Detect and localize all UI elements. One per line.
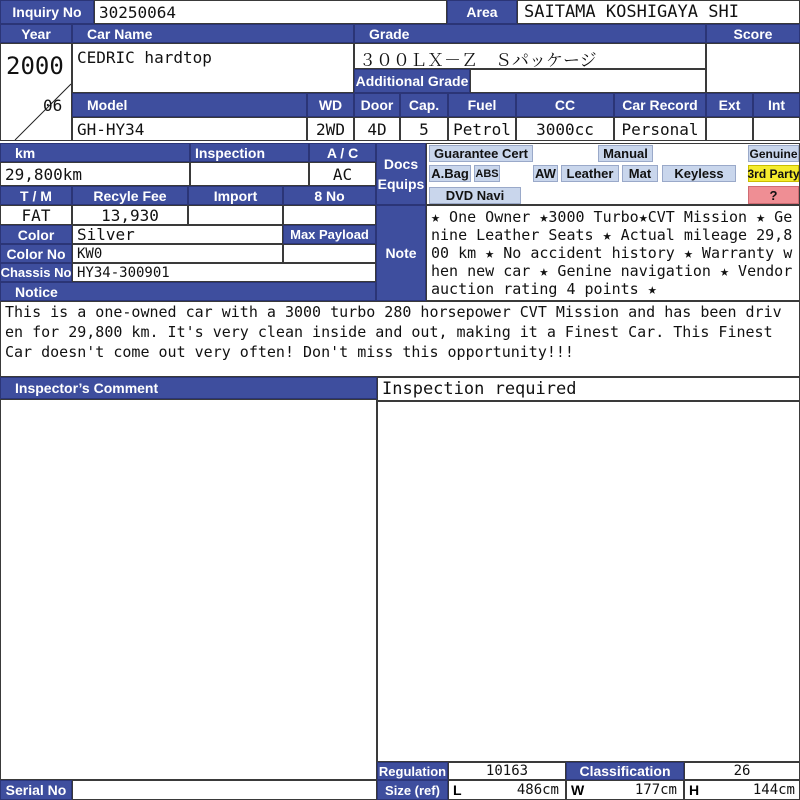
size-length-cell <box>448 780 566 800</box>
month-value: 06 <box>43 96 63 115</box>
int-value <box>753 117 800 141</box>
regulation-value: 10163 <box>448 762 566 780</box>
year-label: Year <box>0 24 72 43</box>
docs-label: Docs <box>383 156 419 172</box>
car-record-value: Personal <box>614 117 706 141</box>
recycle-fee-value: 13,930 <box>72 205 188 225</box>
km-value: 29,800km <box>0 162 190 186</box>
car-name-value: CEDRIC hardtop <box>72 43 354 93</box>
eight-no-value <box>283 205 376 225</box>
third-party-tag: 3rd Party <box>747 166 800 181</box>
score-label: Score <box>706 24 800 43</box>
genuine-tag: Genuine <box>749 146 798 161</box>
question-tag: ? <box>748 186 799 204</box>
area-label: Area <box>447 0 517 24</box>
max-payload-label: Max Payload <box>283 225 376 244</box>
ext-label: Ext <box>706 93 753 117</box>
inspector-comment-label: Inspector’s Comment <box>0 377 377 399</box>
max-payload-value <box>283 244 376 263</box>
cap-value: 5 <box>400 117 448 141</box>
guarantee-cert-tag: Guarantee Cert <box>429 145 533 162</box>
length-label: L <box>453 782 462 798</box>
chassis-no-value: HY34-300901 <box>72 263 376 282</box>
equips-label: Equips <box>377 176 425 192</box>
classification-value: 26 <box>684 762 800 780</box>
classification-label: Classification <box>566 762 684 780</box>
wd-label: WD <box>307 93 354 117</box>
recycle-fee-label: Recyle Fee <box>72 186 188 205</box>
cc-value: 3000cc <box>516 117 614 141</box>
car-record-label: Car Record <box>614 93 706 117</box>
height-value: 144cm <box>752 782 795 798</box>
note-box <box>426 205 800 301</box>
note-text: ★ One Owner ★3000 Turbo★CVT Mission ★ Genine Leather Seats ★ Actual mileage 29,800 km ★ No accident history ★ Warranty when new car ★ Genine navigation ★ Vendor auction rating 4 points ★ <box>431 208 793 298</box>
fuel-label: Fuel <box>448 93 516 117</box>
model-label: Model <box>72 93 307 117</box>
color-no-label: Color No <box>0 244 72 263</box>
import-value <box>188 205 283 225</box>
ext-value <box>706 117 753 141</box>
additional-grade-value <box>470 69 706 93</box>
grade-label: Grade <box>354 24 706 43</box>
door-label: Door <box>354 93 400 117</box>
grade-value: ３００ＬＸ－Ｚ Ｓパッケージ <box>354 43 706 69</box>
leather-tag: Leather <box>561 165 619 182</box>
import-label: Import <box>188 186 283 205</box>
notice-label: Notice <box>0 282 376 301</box>
inspection-comment-value: Inspection required <box>377 377 800 401</box>
inspection-label: Inspection <box>190 143 309 162</box>
additional-grade-label: Additional Grade <box>354 69 470 93</box>
color-value: Silver <box>72 225 283 244</box>
size-label: Size (ref) <box>377 780 448 800</box>
notice-box <box>0 301 800 377</box>
score-value <box>706 43 800 93</box>
aw-tag: AW <box>533 165 558 182</box>
docs-equips-label <box>376 143 426 205</box>
wd-value: 2WD <box>307 117 354 141</box>
mat-tag: Mat <box>622 165 658 182</box>
inquiry-no-value: 30250064 <box>94 0 447 24</box>
ac-value: AC <box>309 162 376 186</box>
notice-text: This is a one-owned car with a 3000 turbo 280 horsepower CVT Mission and has been driven for 29,800 km. It's very clean inside and out, making it a Finest Car. This Finest Car doesn't come out very often! Don't miss this opportunity!!! <box>5 303 782 361</box>
keyless-tag: Keyless <box>662 165 736 182</box>
year-value: 2000 <box>6 52 64 80</box>
tm-value: FAT <box>0 205 72 225</box>
color-no-value: KW0 <box>72 244 283 263</box>
abs-tag: ABS <box>474 165 500 182</box>
inquiry-no-label: Inquiry No <box>0 0 94 24</box>
width-label: W <box>571 782 585 798</box>
dvd-navi-tag: DVD Navi <box>429 187 521 204</box>
year-box <box>0 43 72 141</box>
km-label: km <box>0 143 190 162</box>
tm-label: T / M <box>0 186 72 205</box>
size-height-cell <box>684 780 800 800</box>
note-label: Note <box>376 205 426 301</box>
int-label: Int <box>753 93 800 117</box>
chassis-no-label: Chassis No <box>0 265 72 280</box>
abag-tag: A.Bag <box>429 165 471 182</box>
serial-no-label: Serial No <box>0 780 72 800</box>
manual-tag: Manual <box>598 145 653 162</box>
cap-label: Cap. <box>400 93 448 117</box>
color-label: Color <box>0 225 72 244</box>
car-name-label: Car Name <box>72 24 354 43</box>
length-value: 486cm <box>516 782 559 798</box>
ac-label: A / C <box>309 143 376 162</box>
fuel-value: Petrol <box>448 117 516 141</box>
model-value: GH-HY34 <box>72 117 307 141</box>
height-label: H <box>689 782 700 798</box>
eight-no-label: 8 No <box>283 186 376 205</box>
serial-no-value <box>72 780 377 800</box>
width-value: 177cm <box>634 782 677 798</box>
door-value: 4D <box>354 117 400 141</box>
area-value: SAITAMA KOSHIGAYA SHI <box>517 0 800 24</box>
inspection-diagram-area <box>377 401 800 762</box>
size-width-cell <box>566 780 684 800</box>
inspection-value <box>190 162 309 186</box>
regulation-label: Regulation <box>378 763 447 779</box>
cc-label: CC <box>516 93 614 117</box>
inspector-comment-area <box>0 399 377 780</box>
